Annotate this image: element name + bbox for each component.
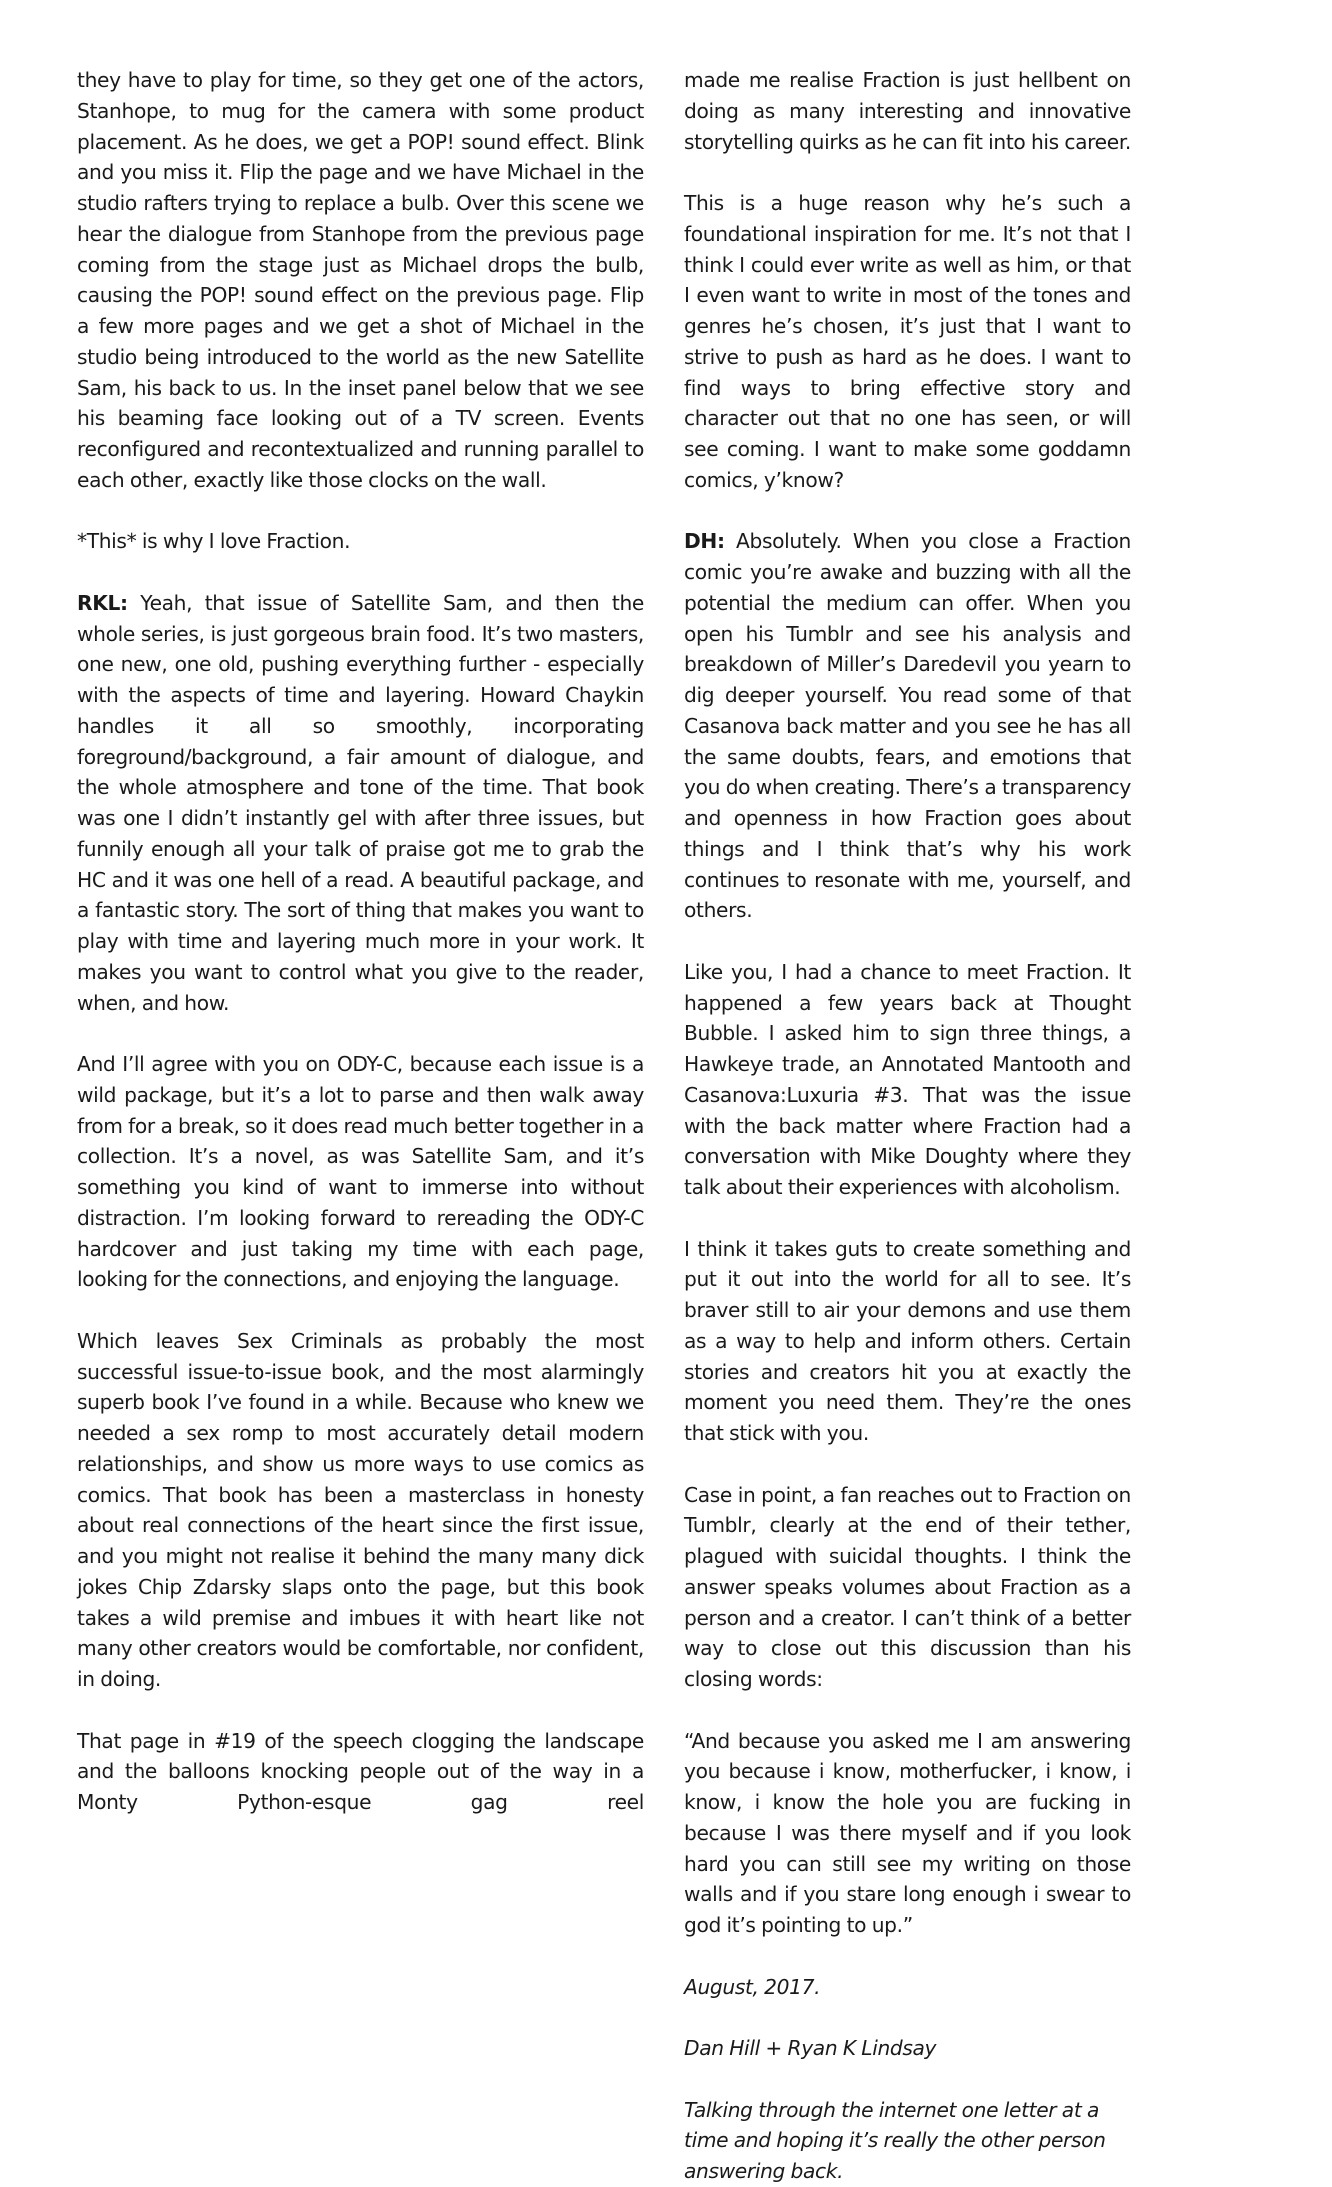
paragraph-text: And I’ll agree with you on ODY-C, because each issue is a wild package, but it’s a lot to parse and then walk away from for a break, so it does read much better together in a collection. It’s a novel, as was Satellite Sam, and it’s something you kind of want to immerse into without distraction. I’m looking forward to rereading the ODY-C hardcover and just taking my time with each page, looking for the connections, and enjoying the language. bbox=[77, 1052, 644, 1292]
signoff-tagline: Talking through the internet one letter at a time and hoping it’s really the other person answering back. bbox=[684, 2097, 1106, 2183]
paragraph-text: Like you, I had a chance to meet Fraction. It happened a few years back at Thought Bubble. I asked him to sign three things, a Hawkeye trade, an Annotated Mantooth and Casanova:Luxuria #3. That was the issue with the back matter where Fraction had a conversation with Mike Doughty where they talk about their experiences with alcoholism. bbox=[684, 959, 1131, 1199]
paragraph bbox=[77, 1049, 644, 1295]
paragraph-text: Which leaves Sex Criminals as probably the most successful issue-to-issue book, and the most alarmingly superb book I’ve found in a while. Because who knew we needed a sex romp to most accurately detail modern relationships, and show us more ways to use comics as comics. That book has been a masterclass in honesty about real connections of the heart since the first issue, and you might not realise it behind the many many dick jokes Chip Zdarsky slaps onto the page, but this book takes a wild premise and imbues it with heart like not many other creators would be comfortable, nor confident, in doing. bbox=[77, 1328, 644, 1691]
paragraph bbox=[684, 188, 1131, 496]
paragraph bbox=[684, 1234, 1131, 1449]
paragraph bbox=[684, 957, 1131, 1203]
paragraph-text: Yeah, that issue of Satellite Sam, and then the whole series, is just gorgeous brain food. It’s two masters, one new, one old, pushing everything further - especially with the aspects of time and layering. Howard Chaykin handles it all so smoothly, incorporating foreground/background, a fair amount of dialogue, and the whole atmosphere and tone of the time. That book was one I didn’t instantly gel with after three issues, but funnily enough all your talk of praise got me to grab the HC and it was one hell of a read. A beautiful package, and a fantastic story. The sort of thing that makes you want to play with time and layering much more in your work. It makes you want to control what you give to the reader, when, and how. bbox=[77, 590, 644, 1015]
paragraph-text: Absolutely. When you close a Fraction comic you’re awake and buzzing with all the potential the medium can offer. When you open his Tumblr and see his analysis and breakdown of Miller’s Daredevil you yearn to dig deeper yourself. You read some of that Casanova back matter and you see he has all the same doubts, fears, and emotions that you do when creating. There’s a transparency and openness in how Fraction goes about things and I think that’s why his work continues to resonate with me, yourself, and others. bbox=[684, 529, 1131, 923]
paragraph-text: made me realise Fraction is just hellbent on doing as many interesting and innovative storytelling quirks as he can fit into his career. bbox=[684, 68, 1131, 154]
left-column bbox=[77, 65, 644, 1818]
paragraph-text: This is a huge reason why he’s such a foundational inspiration for me. It’s not that I think I could ever write as well as him, or that I even want to write in most of the tones and genres he’s chosen, it’s just that I want to strive to push as hard as he does. I want to find ways to bring effective story and character out that no one has seen, or will see coming. I want to make some goddamn comics, y’know? bbox=[684, 191, 1131, 492]
paragraph bbox=[77, 588, 644, 1019]
paragraph-text: they have to play for time, so they get one of the actors, Stanhope, to mug for the camera with some product placement. As he does, we get a POP! sound effect. Blink and you miss it. Flip the page and we have Michael in the studio rafters trying to replace a bulb. Over this scene we hear the dialogue from Stanhope from the previous page coming from the stage just as Michael drops the bulb, causing the POP! sound effect on the previous page. Flip a few more pages and we get a shot of Michael in the studio being introduced to the world as the new Satellite Sam, his back to us. In the inset panel below that we see his beaming face looking out of a TV screen. Events reconfigured and recontextualized and running parallel to each other, exactly like those clocks on the wall. bbox=[77, 68, 644, 492]
paragraph-text: Case in point, a fan reaches out to Fraction on Tumblr, clearly at the end of their tether, plagued with suicidal thoughts. I think the answer speaks volumes about Fraction as a person and a creator. I can’t think of a better way to close out this discussion than his closing words: bbox=[684, 1482, 1131, 1691]
paragraph bbox=[684, 526, 1131, 926]
signoff-date: August, 2017. bbox=[684, 1974, 821, 1999]
right-column bbox=[684, 65, 1131, 2187]
paragraph bbox=[77, 526, 644, 557]
paragraph bbox=[77, 1726, 644, 1818]
speaker-label: DH: bbox=[684, 529, 725, 554]
paragraph-text: *This* is why I love Fraction. bbox=[77, 529, 351, 554]
closing-quote bbox=[684, 1726, 1131, 1941]
paragraph bbox=[684, 1480, 1131, 1695]
paragraph-text: I think it takes guts to create something and put it out into the world for all to see. It’s braver still to air your demons and use them as a way to help and inform others. Certain stories and creators hit you at exactly the moment you need them. They’re the ones that stick with you. bbox=[684, 1236, 1131, 1445]
paragraph bbox=[684, 65, 1131, 157]
speaker-label: RKL: bbox=[77, 590, 128, 615]
paragraph-text: That page in #19 of the speech clogging the landscape and the balloons knocking people out of the way in a Monty Python-esque gag reel bbox=[77, 1728, 644, 1814]
paragraph bbox=[77, 1326, 644, 1695]
paragraph bbox=[77, 65, 644, 496]
quote-text: “And because you asked me I am answering you because i know, motherfucker, i know, i know, i know the hole you are fucking in because I was there myself and if you look hard you can still see my writing on those walls and if you stare long enough i swear to god it’s pointing to up.” bbox=[684, 1728, 1131, 1937]
signoff-authors: Dan Hill + Ryan K Lindsay bbox=[684, 2036, 937, 2060]
